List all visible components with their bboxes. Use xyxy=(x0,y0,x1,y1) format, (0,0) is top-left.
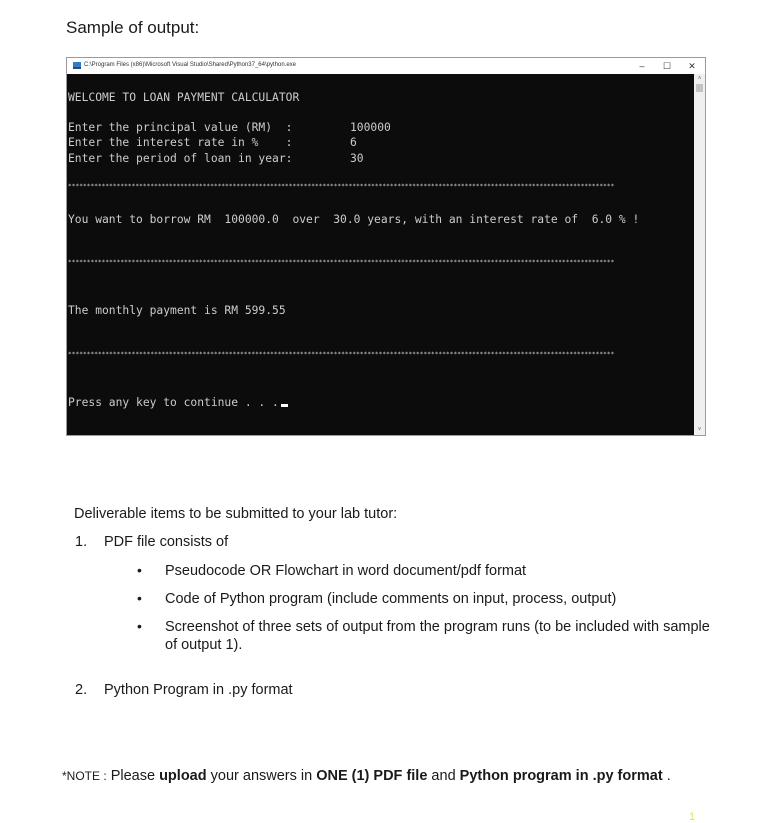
console-scrollbar[interactable] xyxy=(694,74,705,435)
console-window-screenshot xyxy=(66,57,706,436)
note-bold: Python program in .py format xyxy=(459,768,663,784)
value-period: 30 xyxy=(350,152,364,165)
console-screen xyxy=(67,74,705,435)
bullet-icon: • xyxy=(137,618,142,634)
deliverables-title: Deliverable items to be submitted to your lab tutor: xyxy=(74,506,398,522)
console-title: C:\Program Files (x86)\Microsoft Visual Studio\Shared\Python37_64\python.exe xyxy=(84,62,296,68)
note-part: Please xyxy=(106,768,160,784)
scroll-down-icon[interactable]: ˅ xyxy=(697,426,702,433)
sample-output-heading: Sample of output: xyxy=(66,18,200,37)
note-bold: ONE (1) PDF file xyxy=(316,768,428,784)
page-number: 1 xyxy=(689,811,696,823)
prompt-principal: Enter the principal value (RM) : xyxy=(68,121,293,134)
console-titlebar xyxy=(67,58,705,74)
prompt-period: Enter the period of loan in year: xyxy=(68,152,293,165)
scroll-up-icon[interactable]: ˄ xyxy=(697,75,702,82)
item-label: PDF file consists of xyxy=(104,534,229,550)
text-cursor xyxy=(281,404,288,407)
note-bold: upload xyxy=(159,768,207,784)
note-part: and xyxy=(427,768,460,784)
summary-text: You want to borrow RM 100000.0 over 30.0 years, with an interest rate of 6.0 % ! xyxy=(68,213,640,226)
scroll-thumb[interactable] xyxy=(696,84,703,92)
item-label: Python Program in .py format xyxy=(104,682,293,698)
item-number: 2. xyxy=(75,682,88,698)
bullet-item: Pseudocode OR Flowchart in word document/pdf format xyxy=(165,563,527,579)
bullet-item: Code of Python program (include comments on input, process, output) xyxy=(165,591,617,607)
item-number: 1. xyxy=(75,534,88,550)
bullet-icon: • xyxy=(137,562,142,578)
prompt-interest: Enter the interest rate in % : xyxy=(68,136,293,149)
console-app-icon xyxy=(73,62,81,69)
note-prefix: *NOTE : xyxy=(62,769,107,783)
close-button[interactable]: ✕ xyxy=(688,61,696,71)
note-part: . xyxy=(662,768,671,784)
separator-line: ************************************************************************************************************************************************** xyxy=(68,351,615,358)
press-key-text: Press any key to continue . . . xyxy=(68,396,279,409)
result-text: The monthly payment is RM 599.55 xyxy=(68,304,286,317)
value-interest: 6 xyxy=(350,136,357,149)
bullet-item: Screenshot of three sets of output from the program runs (to be included with sample of output 1). xyxy=(165,619,710,653)
value-principal: 100000 xyxy=(350,121,391,134)
bullet-icon: • xyxy=(137,590,142,606)
separator-line: ************************************************************************************************************************************************** xyxy=(68,183,615,190)
minimize-button[interactable]: – xyxy=(639,61,645,71)
note-part: your answers in xyxy=(206,768,317,784)
maximize-button[interactable]: ☐ xyxy=(662,61,672,71)
note-text xyxy=(62,768,671,784)
separator-line: ************************************************************************************************************************************************** xyxy=(68,259,615,266)
press-key-line xyxy=(68,396,288,409)
welcome-text: WELCOME TO LOAN PAYMENT CALCULATOR xyxy=(68,91,300,104)
